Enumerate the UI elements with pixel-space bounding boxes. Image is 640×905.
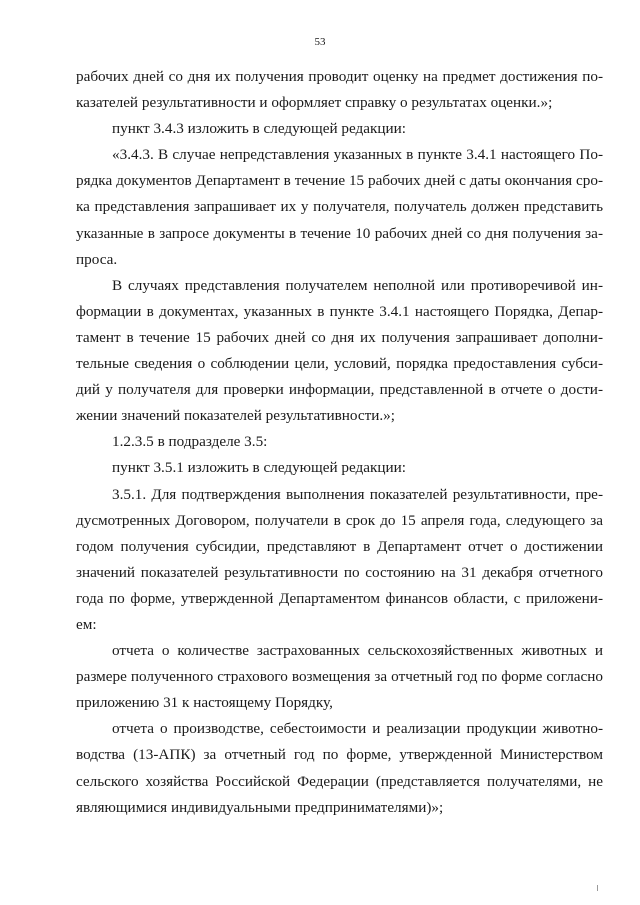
paragraph-insurance-report: отчета о количестве застрахованных сельскохозяйственных животных и размере полученного страхового возмещения за отчетный год по форме согласно приложению 31 к настоящему Порядку, xyxy=(76,642,603,712)
paragraph-3-4-3: «3.4.3. В случае непредставления указанных в пункте 3.4.1 настоящего Порядка документов Департамент в течение 15 рабочих дней с даты окончания срока представления запрашивает их у получателя, получатель должен представить указанные в запросе документы в течение 10 рабочих дней со дня получения запроса. xyxy=(76,146,603,268)
paragraph-amend-3-4-3: пункт 3.4.3 изложить в следующей редакции: xyxy=(112,120,406,138)
document-body xyxy=(76,64,603,821)
paragraph-subsection-3-5: 1.2.3.5 в подразделе 3.5: xyxy=(112,433,268,451)
paragraph-production-report: отчета о производстве, себестоимости и реализации продукции животноводства (13-АПК) за отчетный год по форме, утвержденной Министерством сельского хозяйства Российской Федерации (представляется получателями, не являющимися индивидуальными предпринимателями)»; xyxy=(76,720,603,816)
paragraph-incomplete-info: В случаях представления получателем неполной или противоречивой информации в документах, указанных в пункте 3.4.1 настоящего Порядка, Департамент в течение 15 рабочих дней со дня их получения запрашивает дополнительные сведения о соблюдении цели, условий, порядка предоставления субсидий у получателя для проверки информации, представленной в отчете о достижении значений показателей результативности.»; xyxy=(76,276,603,425)
scan-mark xyxy=(597,885,598,891)
page-number: 53 xyxy=(314,36,326,48)
paragraph-amend-3-5-1: пункт 3.5.1 изложить в следующей редакции: xyxy=(112,459,406,477)
paragraph-continuation: рабочих дней со дня их получения проводит оценку на предмет достижения показателей результативности и оформляет справку о результатах оценки.»; xyxy=(76,68,603,112)
paragraph-3-5-1: 3.5.1. Для подтверждения выполнения показателей результативности, предусмотренных Договором, получатели в срок до 15 апреля года, следующего за годом получения субсидии, представляют в Департамент отчет о достижении значений показателей результативности по состоянию на 31 декабря отчетного года по форме, утвержденной Департаментом финансов области, с приложением: xyxy=(76,485,603,633)
